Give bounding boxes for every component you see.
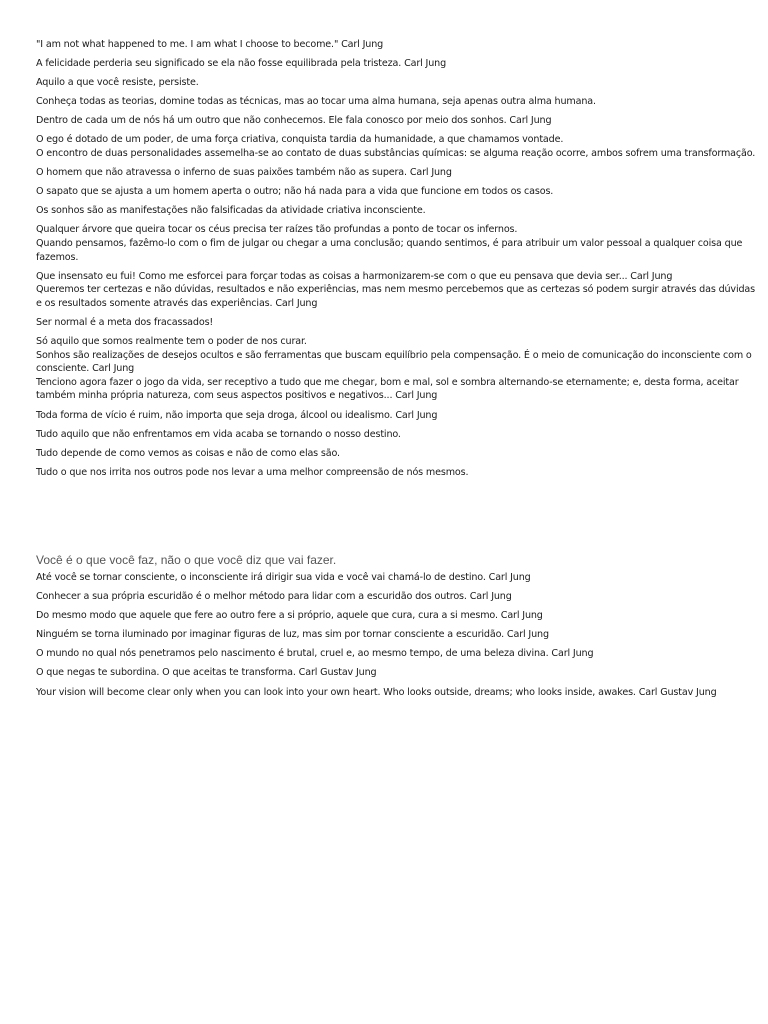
quote-line: O ego é dotado de um poder, de uma força criativa, conquista tardia da humanidade, a que chamamos vontade. <box>36 134 564 146</box>
quote-line: O que negas te subordina. O que aceitas te transforma. Carl Gustav Jung <box>36 667 377 679</box>
quote-line: Os sonhos são as manifestações não falsificadas da atividade criativa inconsciente. <box>36 205 426 217</box>
quote-line: Toda forma de vício é ruim, não importa que seja droga, álcool ou idealismo. Carl Jung <box>36 409 438 421</box>
quote-line: Ninguém se torna iluminado por imaginar figuras de luz, mas sim por tornar consciente a escuridão. Carl Jung <box>36 629 549 641</box>
quote-line: Tudo o que nos irrita nos outros pode nos levar a uma melhor compreensão de nós mesmos. <box>36 466 469 478</box>
quote-line: Your vision will become clear only when you can look into your own heart. Who looks outside, dreams; who looks inside, awakes. Carl Gustav Jung <box>36 686 717 698</box>
quote-line: Tudo depende de como vemos as coisas e não de como elas são. <box>36 447 340 459</box>
quote-line: O mundo no qual nós penetramos pelo nascimento é brutal, cruel e, ao mesmo tempo, de uma beleza divina. Carl Jung <box>36 648 594 660</box>
quote-line: Dentro de cada um de nós há um outro que não conhecemos. Ele fala conosco por meio dos sonhos. Carl Jung <box>36 115 552 127</box>
quote-line: Do mesmo modo que aquele que fere ao outro fere a si próprio, aquele que cura, cura a si mesmo. Carl Jung <box>36 610 543 622</box>
quote-line: Até você se tornar consciente, o inconsciente irá dirigir sua vida e você vai chamá-lo de destino. Carl Jung <box>36 571 531 583</box>
quote-line: Sonhos são realizações de desejos ocultos e são ferramentas que buscam equilíbrio pela compensação. É o meio de comunicação do inconsciente com o consciente. Carl Jung <box>36 349 752 375</box>
quote-line: A felicidade perderia seu significado se ela não fosse equilibrada pela tristeza. Carl Jung <box>36 58 447 70</box>
quote-line: O sapato que se ajusta a um homem aperta o outro; não há nada para a vida que funcione em todos os casos. <box>36 186 554 198</box>
quote-line: Aquilo a que você resiste, persiste. <box>36 77 199 89</box>
quote-line: Qualquer árvore que queira tocar os céus precisa ter raízes tão profundas a ponto de tocar os infernos. <box>36 224 518 236</box>
quotes-section-2 <box>36 571 762 699</box>
document-page <box>36 38 762 705</box>
quote-line: Queremos ter certezas e não dúvidas, resultados e não experiências, mas nem mesmo percebemos que as certezas só podem surgir através das dúvidas e os resultados somente através das experiências. Carl Jung <box>36 284 755 309</box>
quote-line: Só aquilo que somos realmente tem o poder de nos curar. <box>36 336 307 348</box>
quote-line: Quando pensamos, fazêmo-lo com o fim de julgar ou chegar a uma conclusão; quando sentimos, é para atribuir um valor pessoal a qualquer coisa que fazemos. <box>36 238 743 263</box>
section-gap <box>36 485 762 552</box>
quote-line: Conheça todas as teorias, domine todas as técnicas, mas ao tocar uma alma humana, seja apenas outra alma humana. <box>36 96 596 108</box>
quote-line: Conhecer a sua própria escuridão é o melhor método para lidar com a escuridão dos outros. Carl Jung <box>36 591 512 603</box>
quote-line: Tenciono agora fazer o jogo da vida, ser receptivo a tudo que me chegar, bom e mal, sol e sombra alternando-se eternamente; e, desta forma, aceitar também minha própria natureza, com seus aspectos positivos e negativos... Carl Jung <box>36 376 739 402</box>
quote-line: O encontro de duas personalidades assemelha-se ao contato de duas substâncias químicas: se alguma reação ocorre, ambos sofrem uma transformação. <box>36 148 756 160</box>
quote-line: Tudo aquilo que não enfrentamos em vida acaba se tornando o nosso destino. <box>36 428 401 440</box>
quote-line: "I am not what happened to me. I am what I choose to become." Carl Jung <box>36 39 384 50</box>
quotes-section-1 <box>36 38 762 479</box>
quote-line: Que insensato eu fui! Como me esforcei para forçar todas as coisas a harmonizarem-se com o que eu pensava que devia ser... Carl Jung <box>36 270 673 282</box>
quote-line: Ser normal é a meta dos fracassados! <box>36 317 214 328</box>
quote-line: O homem que não atravessa o inferno de suas paixões também não as supera. Carl Jung <box>36 167 452 179</box>
section-heading: Você é o que você faz, não o que você diz que vai fazer. <box>36 552 337 567</box>
